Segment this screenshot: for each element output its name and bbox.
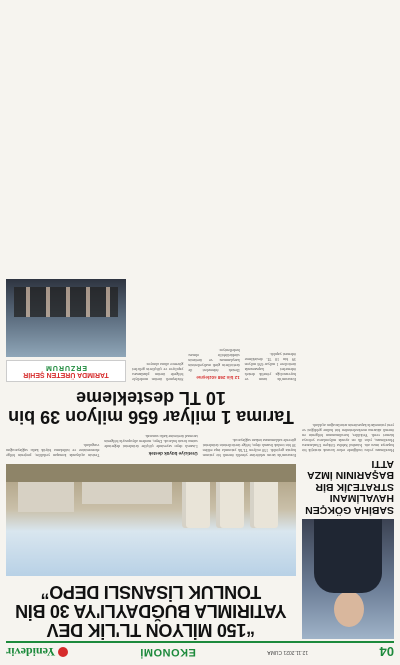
article2-col2: Destek ödemeleri ile üreticilerin girdi maliyetlerinin karşılanması ve üretimin sürdürülebilir olması hedefleniyor. bbox=[188, 348, 240, 373]
article1-body bbox=[6, 434, 296, 458]
sidebar-body: Havalimanı yolcu trafiğinde rekor kırarak stratejik bir başarıya imza attı. İstanbul Sabiha Gökçen Uluslararası Havalimanı, yılın ilk on ayında milyonlarca yolcuya hizmet verdi. Yetkililer, havalimanının bölgenin en önemli aktarma merkezlerinden biri haline geldiğini ve yeni yatırımlarla kapasitenin artırılacağını açıkladı. bbox=[302, 423, 394, 454]
logo-text: Yenidevir bbox=[6, 645, 56, 660]
issue-date: 12.11.2021 CUMA bbox=[267, 649, 309, 655]
article2-col3: Sözleşmeli üretim modeliyle bölgede üretim planlaması yapılıyor ve çiftçilerin gelirleri güvence altına alınıyor. bbox=[132, 362, 184, 382]
sidebar-headline: SABİHA GÖKÇEN HAVALİMANI STRATEJİK BİR BAŞARININ İMZA ATTI bbox=[305, 458, 394, 516]
page-number: 04 bbox=[379, 644, 394, 660]
article1-col1: Erzurum'da tarım sektörüne yönelik önemli bir yatırım hayata geçirildi. 150 milyon TL'lik yatırımla inşa edilen 30 bin tonluk lisanslı depo, bölge üreticilerinin ürünlerini güvenle saklamasına imkan sağlayacak. bbox=[202, 438, 296, 458]
article2-red-subhead: 12 bin 268 sözleşme bbox=[196, 375, 240, 380]
article1-headline: “150 MİLYON TL'LİK DEV YATIRIMLA BUĞDAYLI'YA 30 BİN TONLUK LİSANSLI DEPO” bbox=[15, 582, 287, 640]
portrait-photo bbox=[302, 519, 394, 639]
caption-top: TARIMDA ÜRETEN ŞEHİR bbox=[23, 371, 109, 378]
article2-headline: Tarıma 1 milyar 656 milyon 39 bin 10 TL destekleme bbox=[8, 388, 294, 427]
main-content bbox=[6, 6, 296, 639]
article1-col2: Lisanslı depo sayesinde çiftçiler ürünlerini değerinde satma fırsatı bulacak. Depo, modern altyapısıyla bölgenin tarımsal üretimine katkı sunacak. bbox=[104, 434, 198, 449]
article2-section bbox=[6, 279, 296, 382]
caption-bottom: ERZURUM bbox=[45, 364, 87, 371]
logo-mark-icon bbox=[58, 647, 68, 657]
sidebar bbox=[302, 6, 394, 639]
newspaper-logo bbox=[6, 645, 68, 660]
group-photo bbox=[6, 279, 126, 357]
photo-caption-banner bbox=[6, 360, 126, 382]
section-title: EKONOMİ bbox=[139, 646, 196, 658]
article1-subhead: Üreticiye büyük destek bbox=[148, 451, 198, 456]
masthead bbox=[6, 641, 394, 661]
article2-col1: Erzurum'da tarım ve hayvancılığa yönelik destek ödemeleri kapsamında üreticilere 1 milyar 656 milyon 39 bin 10 TL destekleme ödemesi yapıldı. bbox=[244, 352, 296, 382]
article1-col3: Tesisin açılışında konuşan yetkililer, projenin bölge ekonomisine ve istihdama büyük katkı sağlayacağını vurguladı. bbox=[6, 443, 100, 458]
depot-photo bbox=[6, 464, 296, 576]
